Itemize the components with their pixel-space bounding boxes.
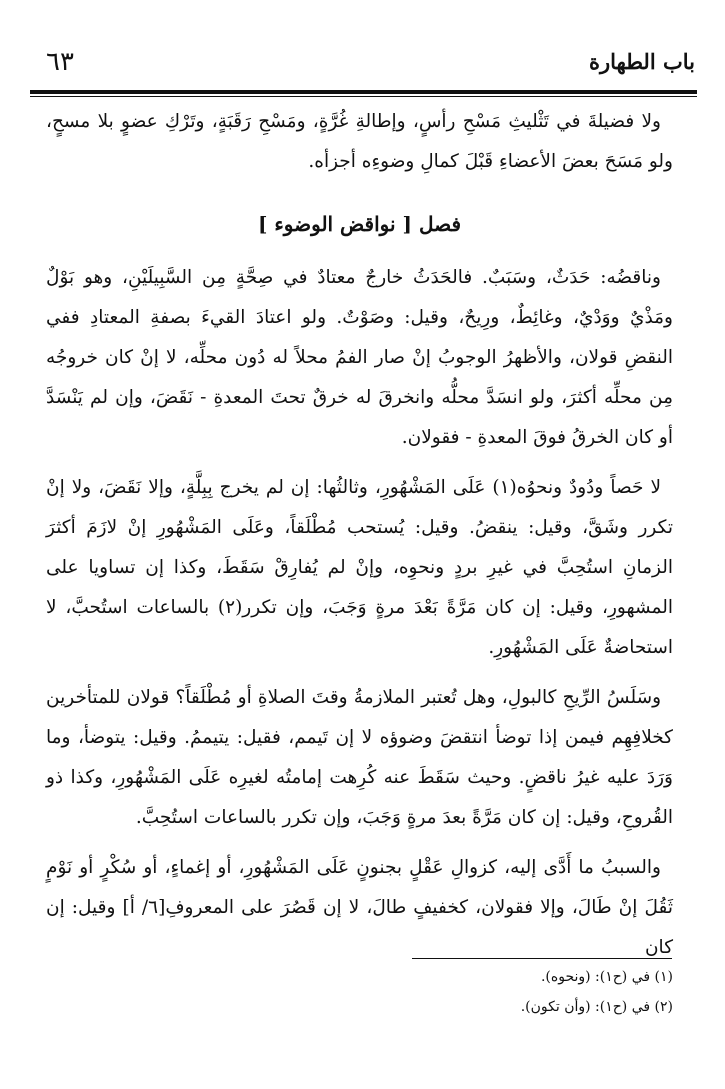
paragraph: وسَلَسُ الرِّيحِ كالبولِ، وهل تُعتبر الملازمةُ وقتَ الصلاةِ أو مُطْلَقاً؟ قولان للمتأخرين كخلافِهِم فيمن إذا توضأ انتقضَ وضوؤه لا إن تَيمم، فقيل: يتيممُ. وقيل: يتوضأ، وما وَرَدَ عليه غيرُ ناقضٍ. وحيث سَقَطَ عنه كُرِهت إمامتُه لغيرِه عَلَى المَشْهُورِ، وكذا ذو القُروحِ، وقيل: إن كان مَرَّةً بعدَ مرةٍ وَجَبَ، وإن تكرر بالساعات استُحِبَّ. <box>46 687 673 828</box>
footnote-item: (١) في (ح١): (ونحوه). <box>540 969 673 985</box>
footnotes <box>373 962 673 1022</box>
header-rule-thin <box>30 96 697 97</box>
footnote-item: (٢) في (ح١): (وأن تكون). <box>520 999 673 1015</box>
main-text <box>46 102 673 978</box>
paragraph: والسببُ ما أَدَّى إليه، كزوالِ عَقْلٍ بجنونٍ عَلَى المَشْهُورِ، أو إغماءٍ، أو سُكْرٍ أو نَوْمٍ ثَقُلَ إنْ طَالَ، وإلا فقولان، كخفيفٍ طالَ، لا إن قَصُرَ على المعروفِ[٦/ أ] وقيل: إن كان <box>46 857 674 958</box>
footnote-separator <box>412 958 672 959</box>
page-number: ٦٣ <box>46 47 74 77</box>
page-header <box>40 40 695 86</box>
section-title: فصل [ نواقض الوضوء ] <box>257 212 462 236</box>
paragraph: ولا فضيلةَ في تَثْليثِ مَسْحِ رأسٍ، وإطالةِ غُرَّةٍ، ومَسْحِ رَقَبَةٍ، وتَرْكِ عضوٍ بلا مسحٍ، ولو مَسَحَ بعضَ الأعضاءِ قَبْلَ كمالِ وضوءِه أجزأه. <box>46 111 673 172</box>
header-rule-thick <box>30 90 697 94</box>
paragraph: لا حَصاً ودُودٌ ونحوُه(١) عَلَى المَشْهُورِ، وثالثُها: إن لم يخرج بِبِلَّةٍ، وإلا نَقَضَ، ولا إنْ تكرر وشَقَّ، وقيل: ينقضُ. وقيل: يُستحب مُطْلَقاً، وعَلَى المَشْهُورِ إنْ لازَمَ أكثرَ الزمانِ استُحِبَّ في غيرِ بردٍ ونحوِه، وإنْ لم يُفارِقْ سَقَطَ، وكذا إن تساويا على المشهورِ، وقيل: إن كان مَرَّةً بَعْدَ مرةٍ وَجَبَ، وإن تكرر(٢) بالساعات استُحبَّ، لا استحاضةٌ عَلَى المَشْهُورِ. <box>46 477 673 658</box>
paragraph: وناقضُه: حَدَثٌ، وسَبَبٌ. فالحَدَثُ خارجٌ معتادٌ في صِحَّةٍ مِن السَّبِيلَيْنِ، وهو بَوْلٌ ومَذْيٌ ووَدْيٌ، وغائِطٌ، ورِيحٌ، وقيل: وصَوْتٌ. ولو اعتادَ القيءَ بصفةِ المعتادِ ففي النقضِ قولان، والأظهرُ الوجوبُ إنْ صار الفمُ محلاً له دُون محلِّه، لا إنْ كان خروجُه مِن محلِّه أكثرَ، ولو انسَدَّ محلُّه وانخرقَ له خرقٌ تحتَ المعدةِ - نَقَضَ، وإن لم يَنْسَدَّ أو كان الخرقُ فوقَ المعدةِ - فقولان. <box>46 267 673 448</box>
chapter-title: باب الطهارة <box>588 49 695 74</box>
